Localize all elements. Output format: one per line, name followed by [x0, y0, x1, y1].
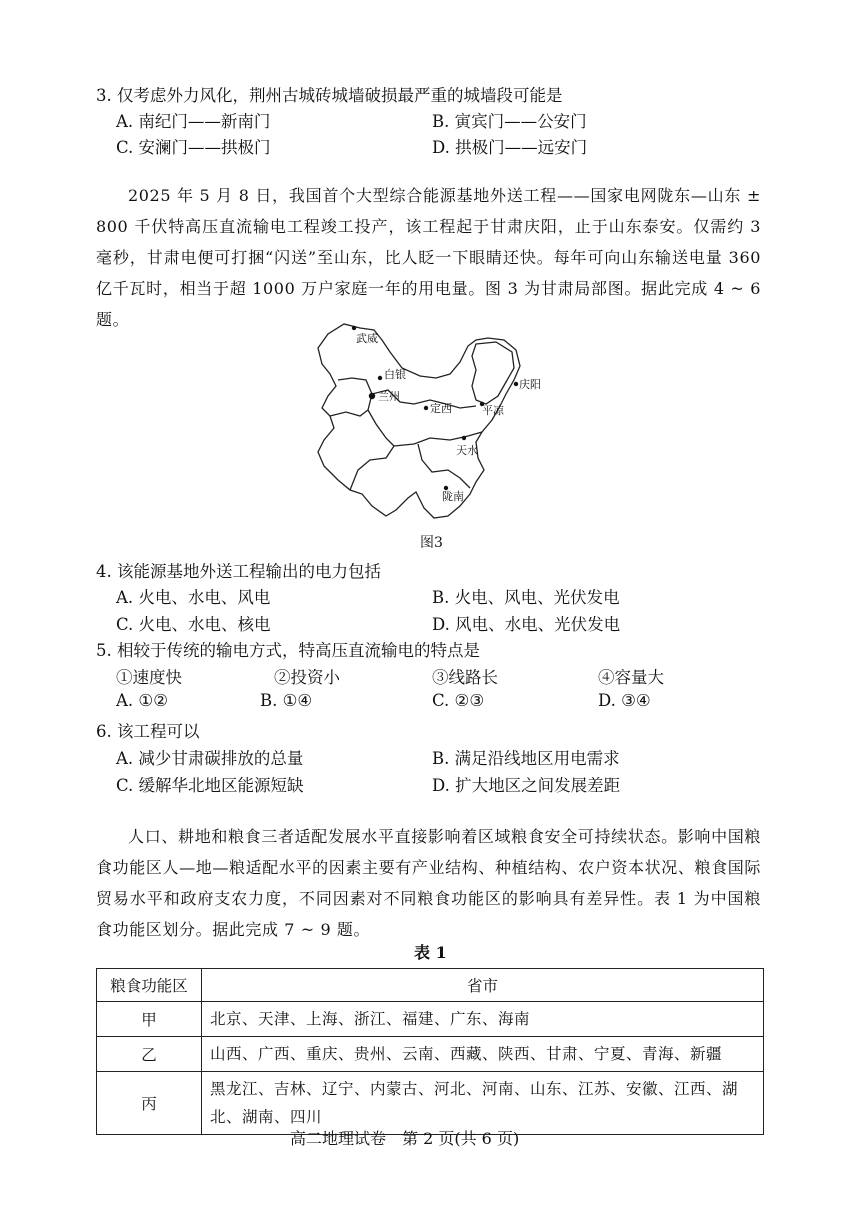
- q6-stem: 6. 该工程可以: [96, 722, 200, 741]
- q4-option-a: A. 火电、水电、风电: [116, 588, 271, 607]
- figure-caption: 图3: [420, 535, 443, 551]
- q4-option-b: B. 火电、风电、光伏发电: [432, 588, 620, 607]
- q3-stem: 3. 仅考虑外力风化，荆州古城砖城墙破损最严重的城墙段可能是: [96, 86, 563, 105]
- q5-option-c: C. ②③: [432, 691, 485, 710]
- table-header-zone: 粮食功能区: [97, 969, 202, 1002]
- q5-item-2: ②投资小: [274, 668, 340, 687]
- q6-option-d: D. 扩大地区之间发展差距: [432, 776, 621, 795]
- page-footer: 高二地理试卷 第 2 页(共 6 页): [290, 1129, 520, 1148]
- qingyang-boundary: [472, 342, 514, 404]
- table-header-row: [97, 969, 764, 1002]
- map-label-wuwei: 武威: [356, 332, 378, 345]
- map-label-baiyin: 白银: [384, 368, 406, 381]
- table-header-provinces: 省市: [202, 969, 764, 1002]
- gansu-map: [310, 320, 550, 525]
- provinces-cell: 北京、天津、上海、浙江、福建、广东、海南: [202, 1002, 764, 1037]
- q4-option-d: D. 风电、水电、光伏发电: [432, 615, 621, 634]
- boundary-line-6: [330, 410, 368, 416]
- zone-cell: 乙: [97, 1037, 202, 1072]
- table-title: 表 1: [414, 943, 447, 962]
- map-label-dingxi: 定西: [430, 402, 452, 415]
- q5-option-b: B. ①④: [260, 691, 313, 710]
- table-row: [97, 1037, 764, 1072]
- q3-option-d: D. 拱极门——远安门: [432, 138, 588, 157]
- map-label-lanzhou: 兰州: [378, 390, 400, 403]
- passage-grain: [96, 821, 761, 945]
- boundary-line-5: [338, 378, 372, 394]
- baiyin-dot: [378, 376, 382, 380]
- provinces-cell: 山西、广西、重庆、贵州、云南、西藏、陕西、甘肃、宁夏、青海、新疆: [202, 1037, 764, 1072]
- lanzhou-dot: [369, 393, 375, 399]
- q3-option-a: A. 南纪门——新南门: [116, 112, 271, 131]
- grain-zone-table: [96, 968, 764, 1135]
- map-label-tianshui: 天水: [456, 444, 478, 457]
- zone-cell: 丙: [97, 1072, 202, 1135]
- map-label-longnan: 陇南: [442, 490, 464, 503]
- q6-option-c: C. 缓解华北地区能源短缺: [116, 776, 304, 795]
- q6-option-a: A. 减少甘肃碳排放的总量: [116, 749, 304, 768]
- passage-energy-text: 2025 年 5 月 8 日，我国首个大型综合能源基地外送工程——国家电网陇东—山东 ± 800 千伏特高压直流输电工程竣工投产，该工程起于甘肃庆阳，止于山东泰安。仅需约 3 毫秒，甘肃电便可打捆“闪送”至山东，比人眨一下眼睛还快。每年可向山东输送电量 360 亿千瓦时，相当于超 1000 万户家庭一年的用电量。图 3 为甘肃局部图。据此完成 4 ~ 6 题。: [96, 186, 761, 329]
- q5-option-a: A. ①②: [116, 691, 168, 710]
- map-label-pingliang: 平凉: [482, 404, 504, 417]
- wuwei-dot: [352, 326, 356, 330]
- q5-item-4: ④容量大: [598, 668, 664, 687]
- q6-option-b: B. 满足沿线地区用电需求: [432, 749, 620, 768]
- qingyang-dot: [514, 382, 518, 386]
- q5-item-1: ①速度快: [116, 668, 182, 687]
- map-label-qingyang: 庆阳: [519, 378, 541, 391]
- q5-item-3: ③线路长: [432, 668, 498, 687]
- passage-grain-text: 人口、耕地和粮食三者适配发展水平直接影响着区域粮食安全可持续状态。影响中国粮食功能区人—地—粮适配水平的因素主要有产业结构、种植结构、农户资本状况、粮食国际贸易水平和政府支农力度，不同因素对不同粮食功能区的影响具有差异性。表 1 为中国粮食功能区划分。据此完成 7 ~ 9 题。: [96, 827, 761, 939]
- q4-stem: 4. 该能源基地外送工程输出的电力包括: [96, 562, 381, 581]
- q4-option-c: C. 火电、水电、核电: [116, 615, 271, 634]
- q3-option-c: C. 安澜门——拱极门: [116, 138, 271, 157]
- provinces-cell: 黑龙江、吉林、辽宁、内蒙古、河北、河南、山东、江苏、安徽、江西、湖北、湖南、四川: [202, 1072, 764, 1135]
- boundary-line-7: [350, 446, 394, 490]
- q5-stem: 5. 相较于传统的输电方式，特高压直流输电的特点是: [96, 641, 480, 660]
- dingxi-dot: [424, 406, 428, 410]
- table-row: [97, 1002, 764, 1037]
- zone-cell: 甲: [97, 1002, 202, 1037]
- tianshui-dot: [462, 436, 466, 440]
- q5-option-d: D. ③④: [598, 691, 651, 710]
- map-outline: [318, 324, 520, 518]
- passage-energy: [96, 180, 761, 335]
- q3-option-b: B. 寅宾门——公安门: [432, 112, 587, 131]
